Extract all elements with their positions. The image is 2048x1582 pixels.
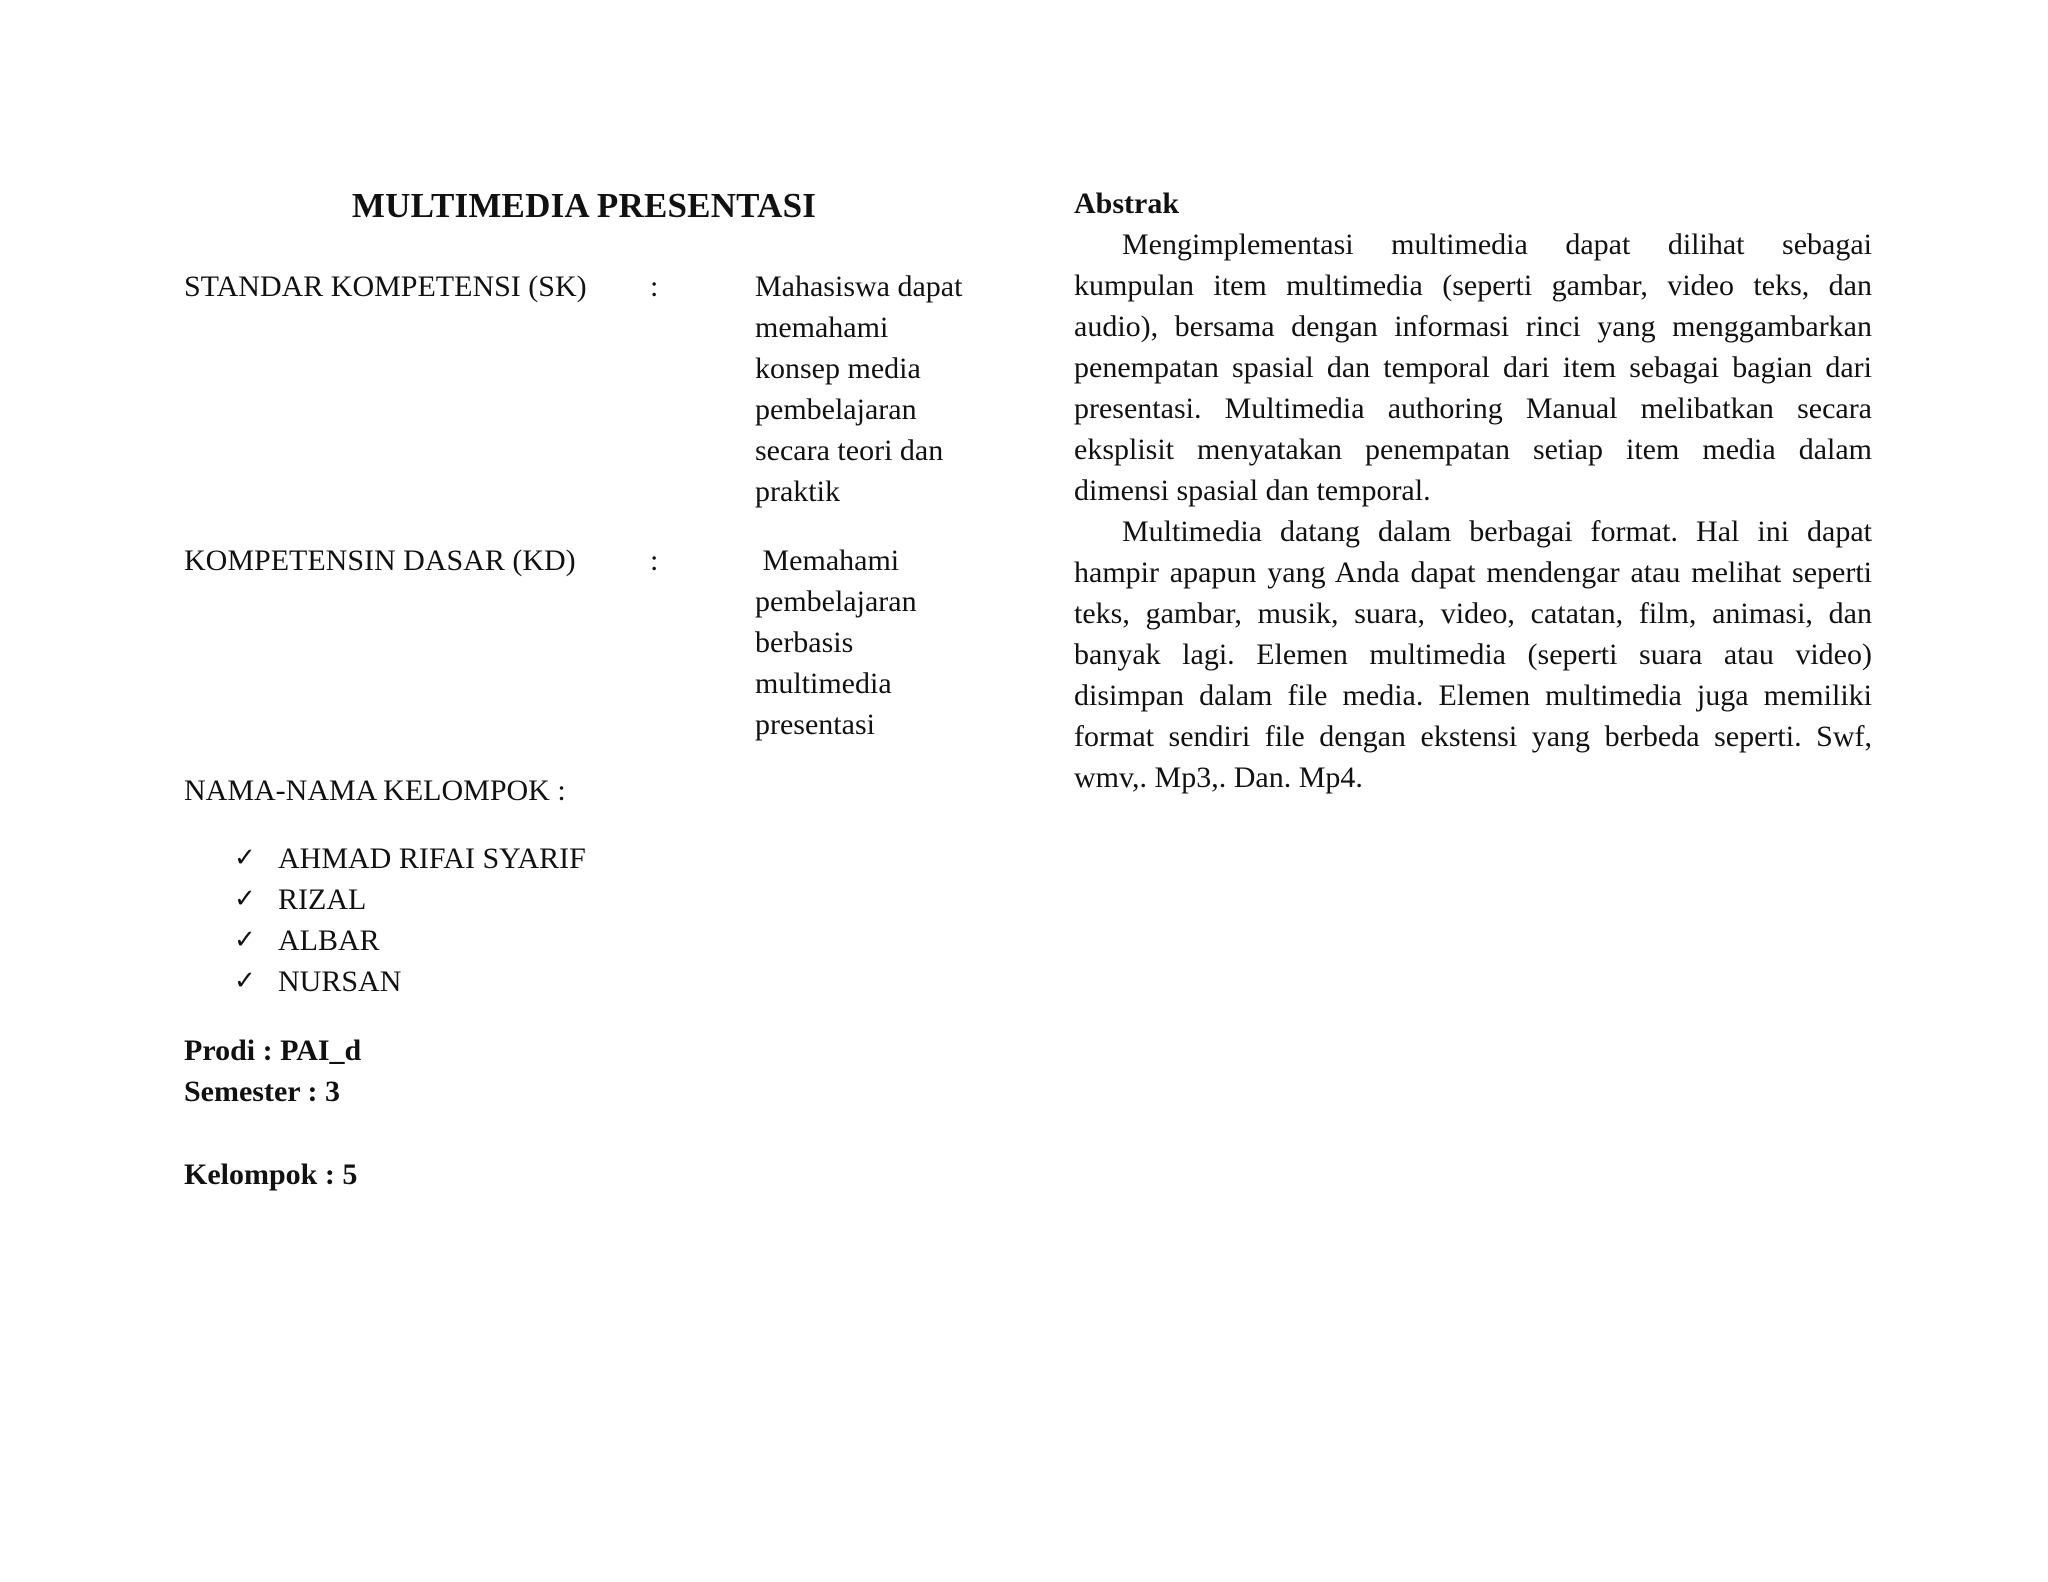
kelompok-text: Kelompok : 5 — [184, 1158, 358, 1191]
abstract-section — [1074, 183, 1872, 798]
member-name: NURSAN — [278, 965, 402, 998]
member-name: AHMAD RIFAI SYARIF — [278, 842, 586, 875]
field-value-line: berbasis — [755, 626, 854, 659]
field-value-line: multimedia — [755, 667, 892, 700]
field-value-line: pembelajaran — [755, 585, 917, 618]
document-title: MULTIMEDIA PRESENTASI — [351, 186, 817, 225]
list-item — [230, 838, 586, 879]
abstract-heading: Abstrak — [1074, 187, 1180, 220]
checkmark-icon: ✓ — [234, 884, 256, 914]
prodi-text: Prodi : PAI_d — [184, 1034, 362, 1067]
field-value — [755, 540, 985, 745]
member-name: ALBAR — [278, 924, 380, 957]
field-value — [755, 266, 985, 512]
member-name: RIZAL — [278, 883, 367, 916]
field-value-line: Mahasiswa dapat — [755, 270, 963, 303]
abstract-paragraph: Mengimplementasi multimedia dapat dilihat sebagai kumpulan item multimedia (seperti gambar, video teks, dan audio), bersama dengan informasi rinci yang menggambarkan penempatan spasial dan temporal dari item sebagai bagian dari presentasi. Multimedia authoring Manual melibatkan secara eksplisit menyatakan penempatan setiap item media dalam dimensi spasial dan temporal. — [1074, 228, 1872, 507]
member-list — [230, 838, 586, 1002]
checkmark-icon: ✓ — [234, 843, 256, 873]
field-value-line: pembelajaran — [755, 393, 917, 426]
list-item — [230, 879, 586, 920]
field-value-line: memahami — [755, 311, 889, 344]
field-value-line: secara teori dan — [755, 434, 944, 467]
field-value-line: konsep media — [755, 352, 921, 385]
field-value-line: praktik — [755, 475, 840, 508]
checkmark-icon: ✓ — [234, 966, 256, 996]
semester-text: Semester : 3 — [184, 1075, 341, 1108]
field-label: KOMPETENSIN DASAR (KD) — [184, 544, 576, 577]
field-colon: : — [650, 270, 659, 303]
field-value-line: presentasi — [755, 708, 875, 741]
list-item — [230, 920, 586, 961]
abstract-paragraph: Multimedia datang dalam berbagai format. Hal ini dapat hampir apapun yang Anda dapat mendengar atau melihat seperti teks, gambar, musik, suara, video, catatan, film, animasi, dan banyak lagi. Elemen multimedia (seperti suara atau video) disimpan dalam file media. Elemen multimedia juga memiliki format sendiri file dengan ekstensi yang berbeda seperti. Swf, wmv,. Mp3,. Dan. Mp4. — [1074, 515, 1872, 794]
field-label: STANDAR KOMPETENSI (SK) — [184, 270, 587, 303]
list-item — [230, 961, 586, 1002]
group-label: NAMA-NAMA KELOMPOK : — [184, 774, 566, 807]
checkmark-icon: ✓ — [234, 925, 256, 955]
field-colon: : — [650, 544, 659, 577]
field-value-line: Memahami — [755, 544, 900, 577]
